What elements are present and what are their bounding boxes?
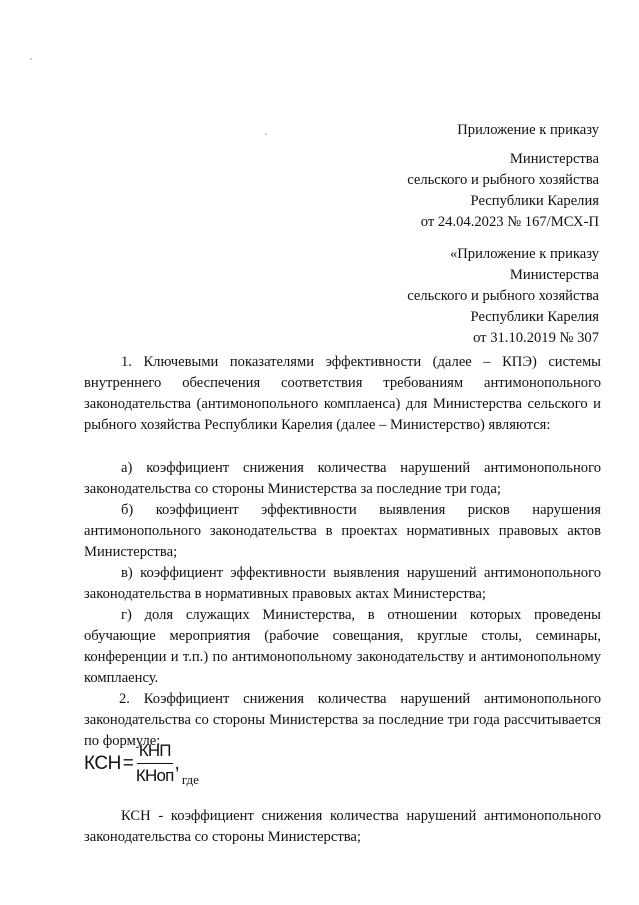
list-item-v: в) коэффициент эффективности выявления нарушений антимонопольного законодательства в нормативных правовых актах Министерства; [84, 565, 601, 602]
paragraph-formula-intro: 2. Коэффициент снижения количества нарушений антимонопольного законодательства со стороны Министерства за последние три года рассчитывается по формуле: [84, 691, 601, 749]
header-line: Министерства [509, 267, 599, 283]
formula-denominator: КНоп [135, 766, 174, 785]
header-line: «Приложение к приказу [449, 246, 599, 262]
header-line: Республики Карелия [470, 193, 599, 209]
header-line: сельского и рыбного хозяйства [407, 172, 599, 188]
header-line: Республики Карелия [470, 309, 599, 325]
list-item-g: г) доля служащих Министерства, в отношении которых проведены обучающие мероприятия (рабочие совещания, круглые столы, семинары, конференции и т.п.) по антимонопольному законодательству и антимонопольному комплаенсу. [84, 607, 601, 686]
header-line: от 31.10.2019 № 307 [473, 330, 599, 346]
formula-equals: = [122, 752, 134, 774]
formula-lhs: КСН [84, 752, 121, 774]
paragraph-kpi-intro: 1. Ключевыми показателями эффективности (далее – КПЭ) системы внутреннего обеспечения соответствия требованиям антимонопольного законодательства (антимонопольного комплаенса) для Министерства сельского и рыбного хозяйства Республики Карелия (далее – Министерство) являются: [84, 354, 601, 433]
formula-where: где [181, 772, 199, 787]
header-approval-current [279, 120, 599, 233]
document-body [84, 352, 601, 752]
list-item-b: б) коэффициент эффективности выявления рисков нарушения антимонопольного законодательства в проектах нормативных правовых актов Министерства; [84, 502, 601, 560]
scan-speck [265, 133, 267, 135]
header-line: Приложение к приказу [457, 122, 599, 138]
header-line: Министерства [509, 151, 599, 167]
formula-ksn [84, 740, 199, 786]
formula-fraction [136, 740, 174, 786]
list-item-a: а) коэффициент снижения количества нарушений антимонопольного законодательства со стороны Министерства за последние три года; [84, 460, 601, 497]
scan-speck [30, 58, 32, 60]
header-line: от 24.04.2023 № 167/МСХ-П [420, 214, 599, 230]
formula-numerator: КНП [137, 740, 173, 764]
header-line: сельского и рыбного хозяйства [407, 288, 599, 304]
formula-comma: , [174, 752, 180, 774]
header-approval-previous [279, 244, 599, 349]
paragraph-ksn-definition: КСН - коэффициент снижения количества нарушений антимонопольного законодательства со стороны Министерства; [84, 808, 601, 845]
document-body-definitions [84, 806, 601, 848]
